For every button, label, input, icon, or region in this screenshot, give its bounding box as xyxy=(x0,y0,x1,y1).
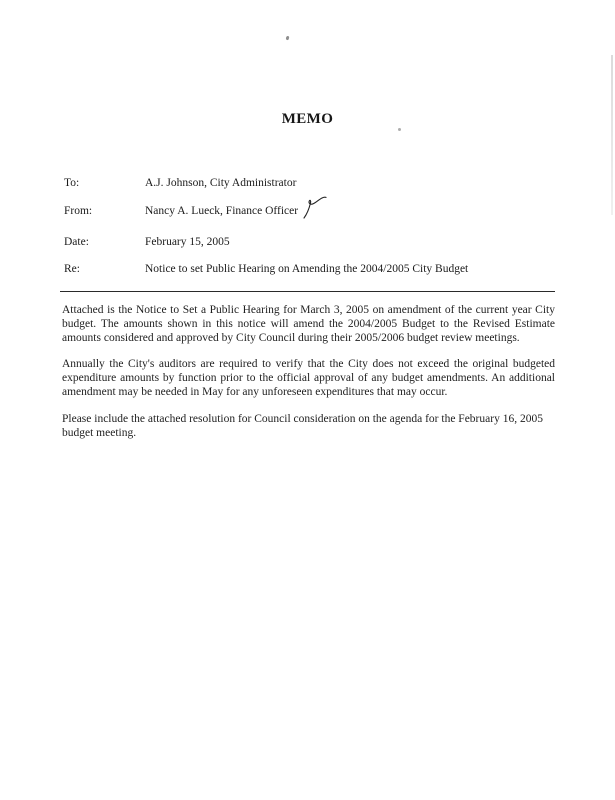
field-row-re xyxy=(64,263,555,276)
field-from-label: From: xyxy=(64,204,93,217)
signature-squiggle-icon xyxy=(302,195,328,221)
memo-header-fields xyxy=(0,177,615,276)
divider-line xyxy=(60,291,555,292)
field-row-from xyxy=(64,205,555,221)
field-re-label: Re: xyxy=(64,263,80,276)
field-to-label: To: xyxy=(64,177,80,189)
field-row-to xyxy=(64,177,555,190)
field-row-date xyxy=(64,236,555,249)
paragraph-attached-notice: Attached is the Notice to Set a Public Hearing for March 3, 2005 on amendment of the current year City budget. The amounts shown in this notice will amend the 2004/2005 Budget to the Revised Estimate amounts considered and approved by City Council during their 2005/2006 budget review meetings. xyxy=(62,303,555,344)
scan-artifact-dot xyxy=(398,128,401,131)
field-date-label: Date: xyxy=(64,235,89,248)
field-date-value: February 15, 2005 xyxy=(145,235,230,248)
paragraph-resolution: Please include the attached resolution for Council consideration on the agenda for the February 16, 2005 budget meeting. xyxy=(62,412,543,439)
paragraph-auditors: Annually the City's auditors are required to verify that the City does not exceed the original budgeted expenditure amounts by function prior to the official approval of any budget amendments. An additional amendment may be needed in May for any unforeseen expenditures that may occur. xyxy=(62,358,555,398)
scan-edge-artifact xyxy=(611,55,613,215)
memo-title: MEMO xyxy=(281,111,334,127)
field-to-value: A.J. Johnson, City Administrator xyxy=(145,177,297,189)
field-re-value: Notice to set Public Hearing on Amending the 2004/2005 City Budget xyxy=(145,263,469,276)
field-from-value-wrap xyxy=(145,205,555,221)
field-from-value: Nancy A. Lueck, Finance Officer xyxy=(145,204,299,217)
memo-body xyxy=(62,304,555,440)
